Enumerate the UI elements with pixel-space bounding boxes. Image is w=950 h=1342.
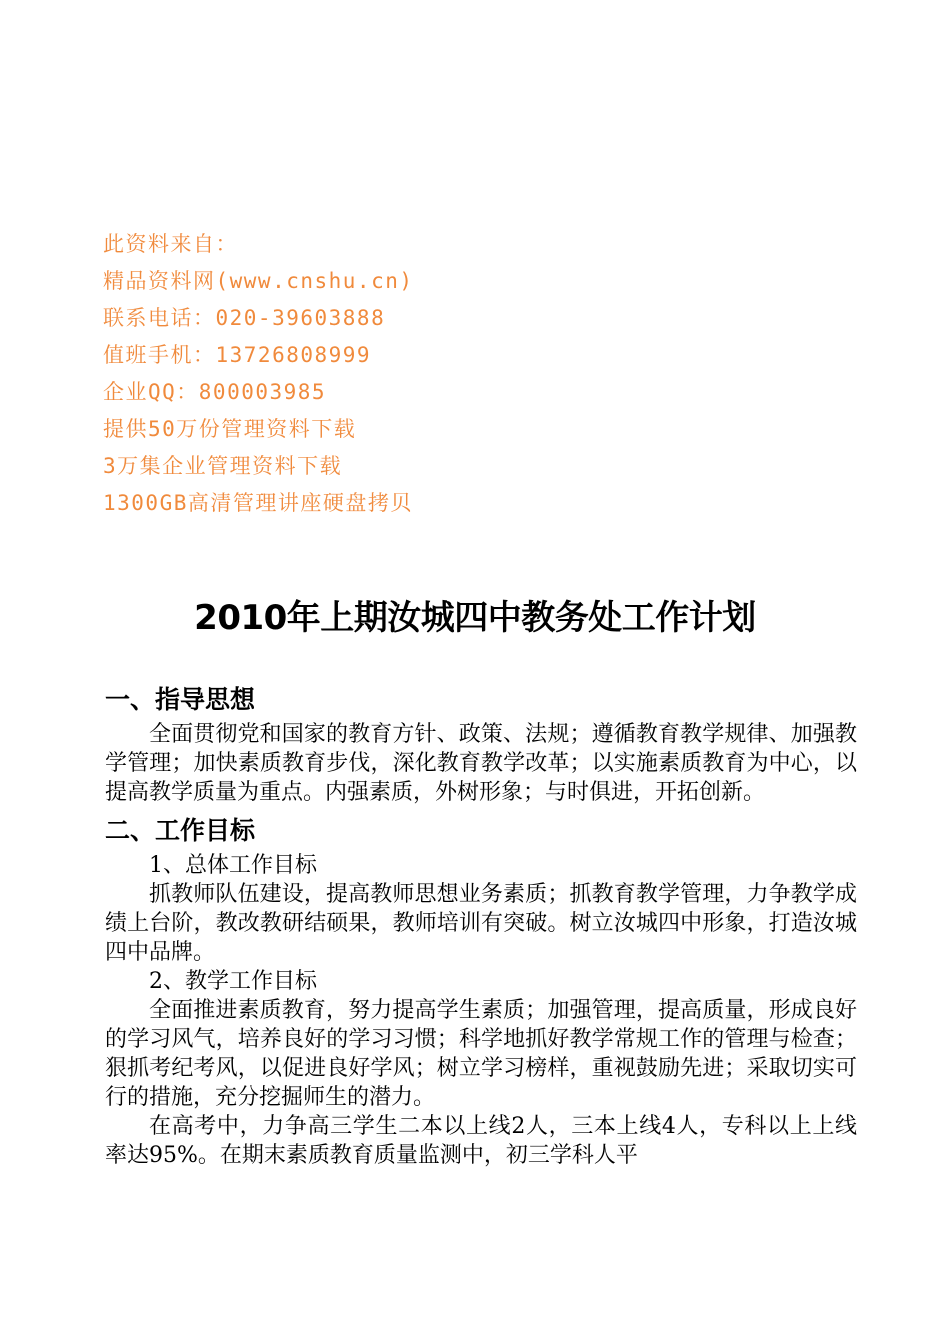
subheading-teaching-goals: 2、教学工作目标 — [149, 969, 317, 994]
source-line-qq: 企业QQ：800003985 — [103, 380, 327, 404]
source-line-mobile: 值班手机：13726808999 — [103, 343, 372, 367]
subheading-overall-goals: 1、总体工作目标 — [149, 853, 317, 878]
section-heading-guiding-thought: 一、指导思想 — [105, 685, 256, 714]
document-body — [105, 682, 857, 1170]
paragraph-overall-goals: 抓教师队伍建设，提高教师思想业务素质；抓教育教学管理，力争教学成绩上台阶，教改教研结硕果，教师培训有突破。树立汝城四中形象，打造汝城四中品牌。 — [105, 882, 857, 965]
source-line: 此资料来自： — [103, 232, 238, 256]
paragraph-teaching-goals: 全面推进素质教育，努力提高学生素质；加强管理，提高质量，形成良好的学习风气，培养良好的学习习惯；科学地抓好教学常规工作的管理与检查；狠抓考纪考风，以促进良好学风；树立学习榜样，重视鼓励先进；采取切实可行的措施，充分挖掘师生的潜力。 — [105, 998, 857, 1110]
source-line-offer: 3万集企业管理资料下载 — [103, 454, 343, 478]
document-title: 2010年上期汝城四中教务处工作计划 — [194, 598, 756, 638]
paragraph-exam-goals: 在高考中，力争高三学生二本以上线2人，三本上线4人，专科以上上线率达95%。在期末素质教育质量监测中，初三学科人平 — [105, 1114, 857, 1168]
source-line-phone: 联系电话：020-39603888 — [103, 306, 386, 330]
section-heading-work-goals: 二、工作目标 — [105, 816, 256, 845]
source-line-offer: 提供50万份管理资料下载 — [103, 417, 357, 441]
paragraph-guiding-thought: 全面贯彻党和国家的教育方针、政策、法规；遵循教育教学规律、加强教学管理；加快素质教育步伐，深化教育教学改革；以实施素质教育为中心，以提高教学质量为重点。内强素质，外树形象；与时俱进，开拓创新。 — [105, 722, 857, 805]
source-line-website: 精品资料网(www.cnshu.cn) — [103, 269, 414, 293]
source-line-offer: 1300GB高清管理讲座硬盘拷贝 — [103, 491, 413, 515]
source-info-block — [103, 226, 663, 522]
